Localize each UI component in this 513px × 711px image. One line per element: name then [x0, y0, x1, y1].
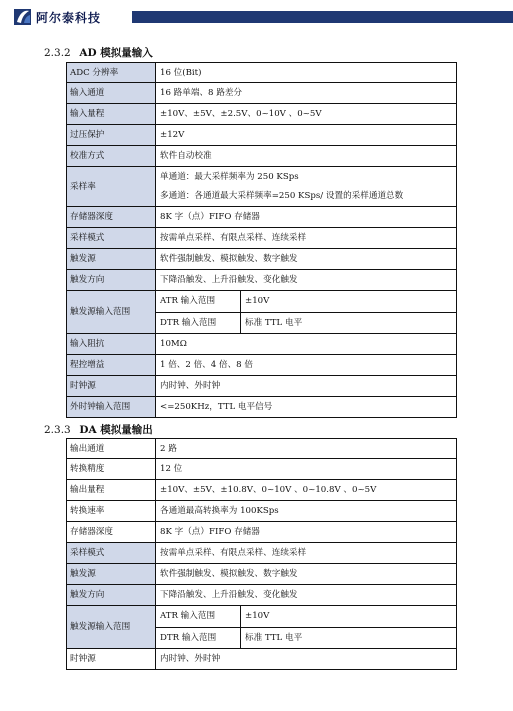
atr-value: ±10V — [241, 291, 457, 312]
spec-value: 1 倍、2 倍、4 倍、8 倍 — [156, 355, 457, 376]
spec-label: 时钟源 — [67, 649, 156, 670]
spec-value-multiline — [156, 167, 457, 207]
dtr-value: 标准 TTL 电平 — [245, 632, 303, 643]
trigger-range-cell — [156, 291, 457, 334]
spec-value: <=250KHz，TTL 电平信号 — [156, 397, 457, 418]
spec-label: 过压保护 — [67, 125, 156, 146]
dtr-value: 标准 TTL 电平 — [245, 317, 303, 328]
spec-value: 16 路单端、8 路差分 — [156, 83, 457, 104]
spec-label: 触发方向 — [67, 585, 156, 606]
page-header — [14, 8, 502, 26]
trigger-range-cell — [156, 606, 457, 649]
table-row — [67, 167, 457, 207]
table-row — [67, 397, 457, 418]
spec-label: 输出通道 — [67, 439, 156, 459]
trigger-range-subtable — [156, 606, 456, 648]
table-row — [67, 439, 457, 459]
spec-value: 12 位 — [156, 459, 457, 480]
atr-label: ATR 输入范围 — [156, 606, 241, 627]
section-number: 2.3.3 — [44, 424, 71, 436]
spec-label: 输出量程 — [67, 480, 156, 501]
atr-label: ATR 输入范围 — [156, 291, 241, 312]
spec-value: 按需单点采样、有限点采样、连续采样 — [156, 228, 457, 249]
spec-label: 触发源 — [67, 249, 156, 270]
table-row — [67, 543, 457, 564]
table-row — [67, 606, 457, 649]
table-row — [67, 355, 457, 376]
brand-name: 阿尔泰科技 — [36, 11, 102, 25]
spec-value: 各通道最高转换率为 100KSps — [156, 501, 457, 522]
table-row — [67, 480, 457, 501]
spec-label: 触发源输入范围 — [67, 291, 156, 334]
da-section-heading — [44, 422, 153, 437]
spec-value: ±10V、±5V、±10.8V、0~10V 、0~10.8V 、0~5V — [156, 480, 457, 501]
spec-label: 输入量程 — [67, 104, 156, 125]
section-number: 2.3.2 — [44, 47, 71, 59]
table-row — [67, 585, 457, 606]
spec-value: 10MΩ — [156, 334, 457, 355]
spec-value: 软件强制触发、模拟触发、数字触发 — [156, 249, 457, 270]
spec-label: 时钟源 — [67, 376, 156, 397]
spec-value: 软件强制触发、模拟触发、数字触发 — [156, 564, 457, 585]
table-row — [67, 334, 457, 355]
spec-label: 转换精度 — [67, 459, 156, 480]
table-row — [67, 207, 457, 228]
spec-label: 存储器深度 — [67, 207, 156, 228]
spec-label: 程控增益 — [67, 355, 156, 376]
spec-value: ±10V、±5V、±2.5V、0~10V 、0~5V — [156, 104, 457, 125]
dtr-label: DTR 输入范围 — [156, 627, 241, 648]
table-row — [67, 376, 457, 397]
spec-label: 校准方式 — [67, 146, 156, 167]
table-row — [67, 564, 457, 585]
spec-value: 内时钟、外时钟 — [156, 649, 457, 670]
table-row — [67, 146, 457, 167]
spec-value: 8K 字（点）FIFO 存储器 — [156, 522, 457, 543]
spec-value: 16 位(Bit) — [156, 63, 457, 83]
table-row — [67, 501, 457, 522]
spec-value: ±12V — [156, 125, 457, 146]
spec-label: 外时钟输入范围 — [67, 397, 156, 418]
trigger-range-subtable — [156, 291, 456, 333]
spec-value: 按需单点采样、有限点采样、连续采样 — [156, 543, 457, 564]
spec-label: 采样率 — [67, 167, 156, 207]
spec-value: 软件自动校准 — [156, 146, 457, 167]
spec-label: 触发源 — [67, 564, 156, 585]
table-row — [67, 83, 457, 104]
sample-rate-single: 单通道：最大采样频率为 250 KSps — [160, 172, 299, 182]
spec-label: 转换速率 — [67, 501, 156, 522]
ad-section-heading — [44, 45, 153, 60]
table-row — [67, 249, 457, 270]
company-logo-icon — [14, 8, 33, 26]
table-row — [67, 291, 457, 334]
atr-value: ±10V — [241, 606, 457, 627]
spec-label: 存储器深度 — [67, 522, 156, 543]
table-row — [67, 270, 457, 291]
spec-value: 2 路 — [156, 439, 457, 459]
table-row — [67, 125, 457, 146]
spec-label: 触发源输入范围 — [67, 606, 156, 649]
spec-value: 下降沿触发、上升沿触发、变化触发 — [156, 585, 457, 606]
spec-value: 8K 字（点）FIFO 存储器 — [156, 207, 457, 228]
spec-value: 内时钟、外时钟 — [156, 376, 457, 397]
spec-label: 采样模式 — [67, 228, 156, 249]
table-row — [67, 104, 457, 125]
table-row — [67, 522, 457, 543]
section-title: AD 模拟量输入 — [79, 47, 153, 59]
da-spec-table — [66, 438, 457, 670]
table-row — [67, 649, 457, 670]
table-row — [67, 228, 457, 249]
spec-value: 下降沿触发、上升沿触发、变化触发 — [156, 270, 457, 291]
spec-label: 输入通道 — [67, 83, 156, 104]
header-bar — [132, 11, 513, 23]
spec-label: 输入阻抗 — [67, 334, 156, 355]
ad-spec-table — [66, 62, 457, 418]
dtr-label: DTR 输入范围 — [156, 312, 241, 333]
section-title: DA 模拟量输出 — [79, 424, 153, 436]
table-row — [67, 459, 457, 480]
spec-label: ADC 分辨率 — [67, 63, 156, 83]
spec-label: 采样模式 — [67, 543, 156, 564]
sample-rate-multi: 多通道：各通道最大采样频率=250 KSps/ 设置的采样通道总数 — [160, 191, 404, 201]
spec-label: 触发方向 — [67, 270, 156, 291]
table-row — [67, 63, 457, 83]
